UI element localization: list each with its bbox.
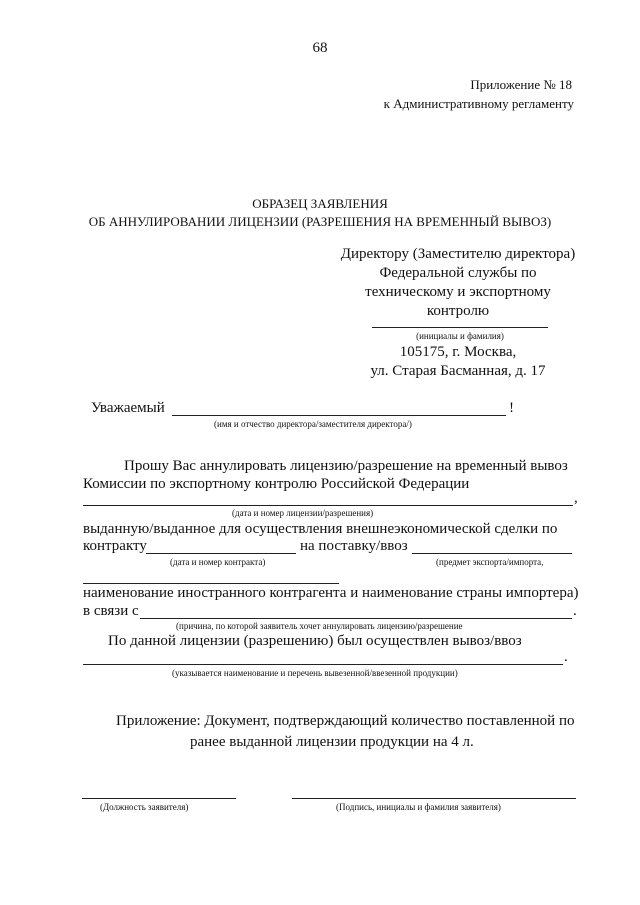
regulation-reference: к Административному регламенту [383,96,574,111]
addressee-postal: 105175, г. Москва, [399,344,517,360]
due-word: в связи с [83,603,139,619]
request-line2: Комиссии по экспортному контролю Российской Федерации [83,476,470,492]
issued-line: выданную/выданное для осуществления внешнеэкономической сделки по [83,521,558,537]
attachment-line2: ранее выданной лицензии продукции на 4 л. [190,734,474,750]
foreign-contractor-line: наименование иностранного контрагента и наименование страны импортера) [83,585,579,601]
reason-caption: (причина, по которой заявитель хочет аннулировать лицензию/разрешение [176,621,463,631]
subject-caption: (предмет экспорта/импорта, [436,557,544,567]
export-period: . [564,649,568,665]
request-line1: Прошу Вас аннулировать лицензию/разрешение на временный вывоз [124,458,568,474]
greeting-exclamation: ! [509,400,514,416]
license-comma: , [574,490,578,506]
appendix-number: Приложение № 18 [470,77,572,92]
form-title-line2: ОБ АННУЛИРОВАНИИ ЛИЦЕНЗИИ (РАЗРЕШЕНИЯ НА ВРЕМЕННЫЙ ВЫВОЗ) [88,214,552,229]
page-number: 68 [312,40,328,56]
foreign-contractor-blank[interactable] [83,583,339,584]
addressee-line2: Федеральной службы по [379,265,537,281]
products-blank[interactable] [83,664,563,665]
greeting-word: Уважаемый [91,400,165,416]
reason-blank[interactable] [140,618,572,619]
form-title-line1: ОБРАЗЕЦ ЗАЯВЛЕНИЯ [252,196,388,211]
attachment-line1: Приложение: Документ, подтверждающий количество поставленной по [116,713,575,729]
license-caption: (дата и номер лицензии/разрешения) [232,508,374,518]
signature-caption: (Подпись, инициалы и фамилия заявителя) [336,802,501,812]
addressee-line1: Директору (Заместителю директора) [340,246,576,262]
subject-blank[interactable] [412,553,572,554]
addressee-line3: техническому и экспортному [365,284,551,300]
initials-caption: (инициалы и фамилия) [416,331,504,341]
export-line: По данной лицензии (разрешению) был осуществлен вывоз/ввоз [108,633,522,649]
position-blank[interactable] [82,798,236,799]
contract-word: контракту [83,538,147,554]
products-caption: (указывается наименование и перечень вывезенной/ввезенной продукции) [172,668,458,678]
initials-blank-line[interactable] [372,327,548,328]
addressee-line4: контролю [426,303,490,319]
signature-blank[interactable] [292,798,576,799]
addressee-street: ул. Старая Басманная, д. 17 [370,363,546,379]
due-period: . [573,603,577,619]
director-name-caption: (имя и отчество директора/заместителя директора/) [214,419,412,429]
supply-word: на поставку/ввоз [300,538,408,554]
contract-blank[interactable] [146,553,296,554]
license-blank[interactable] [83,505,573,506]
contract-caption: (дата и номер контракта) [170,557,266,567]
position-caption: (Должность заявителя) [100,802,189,812]
director-name-blank[interactable] [172,415,506,416]
